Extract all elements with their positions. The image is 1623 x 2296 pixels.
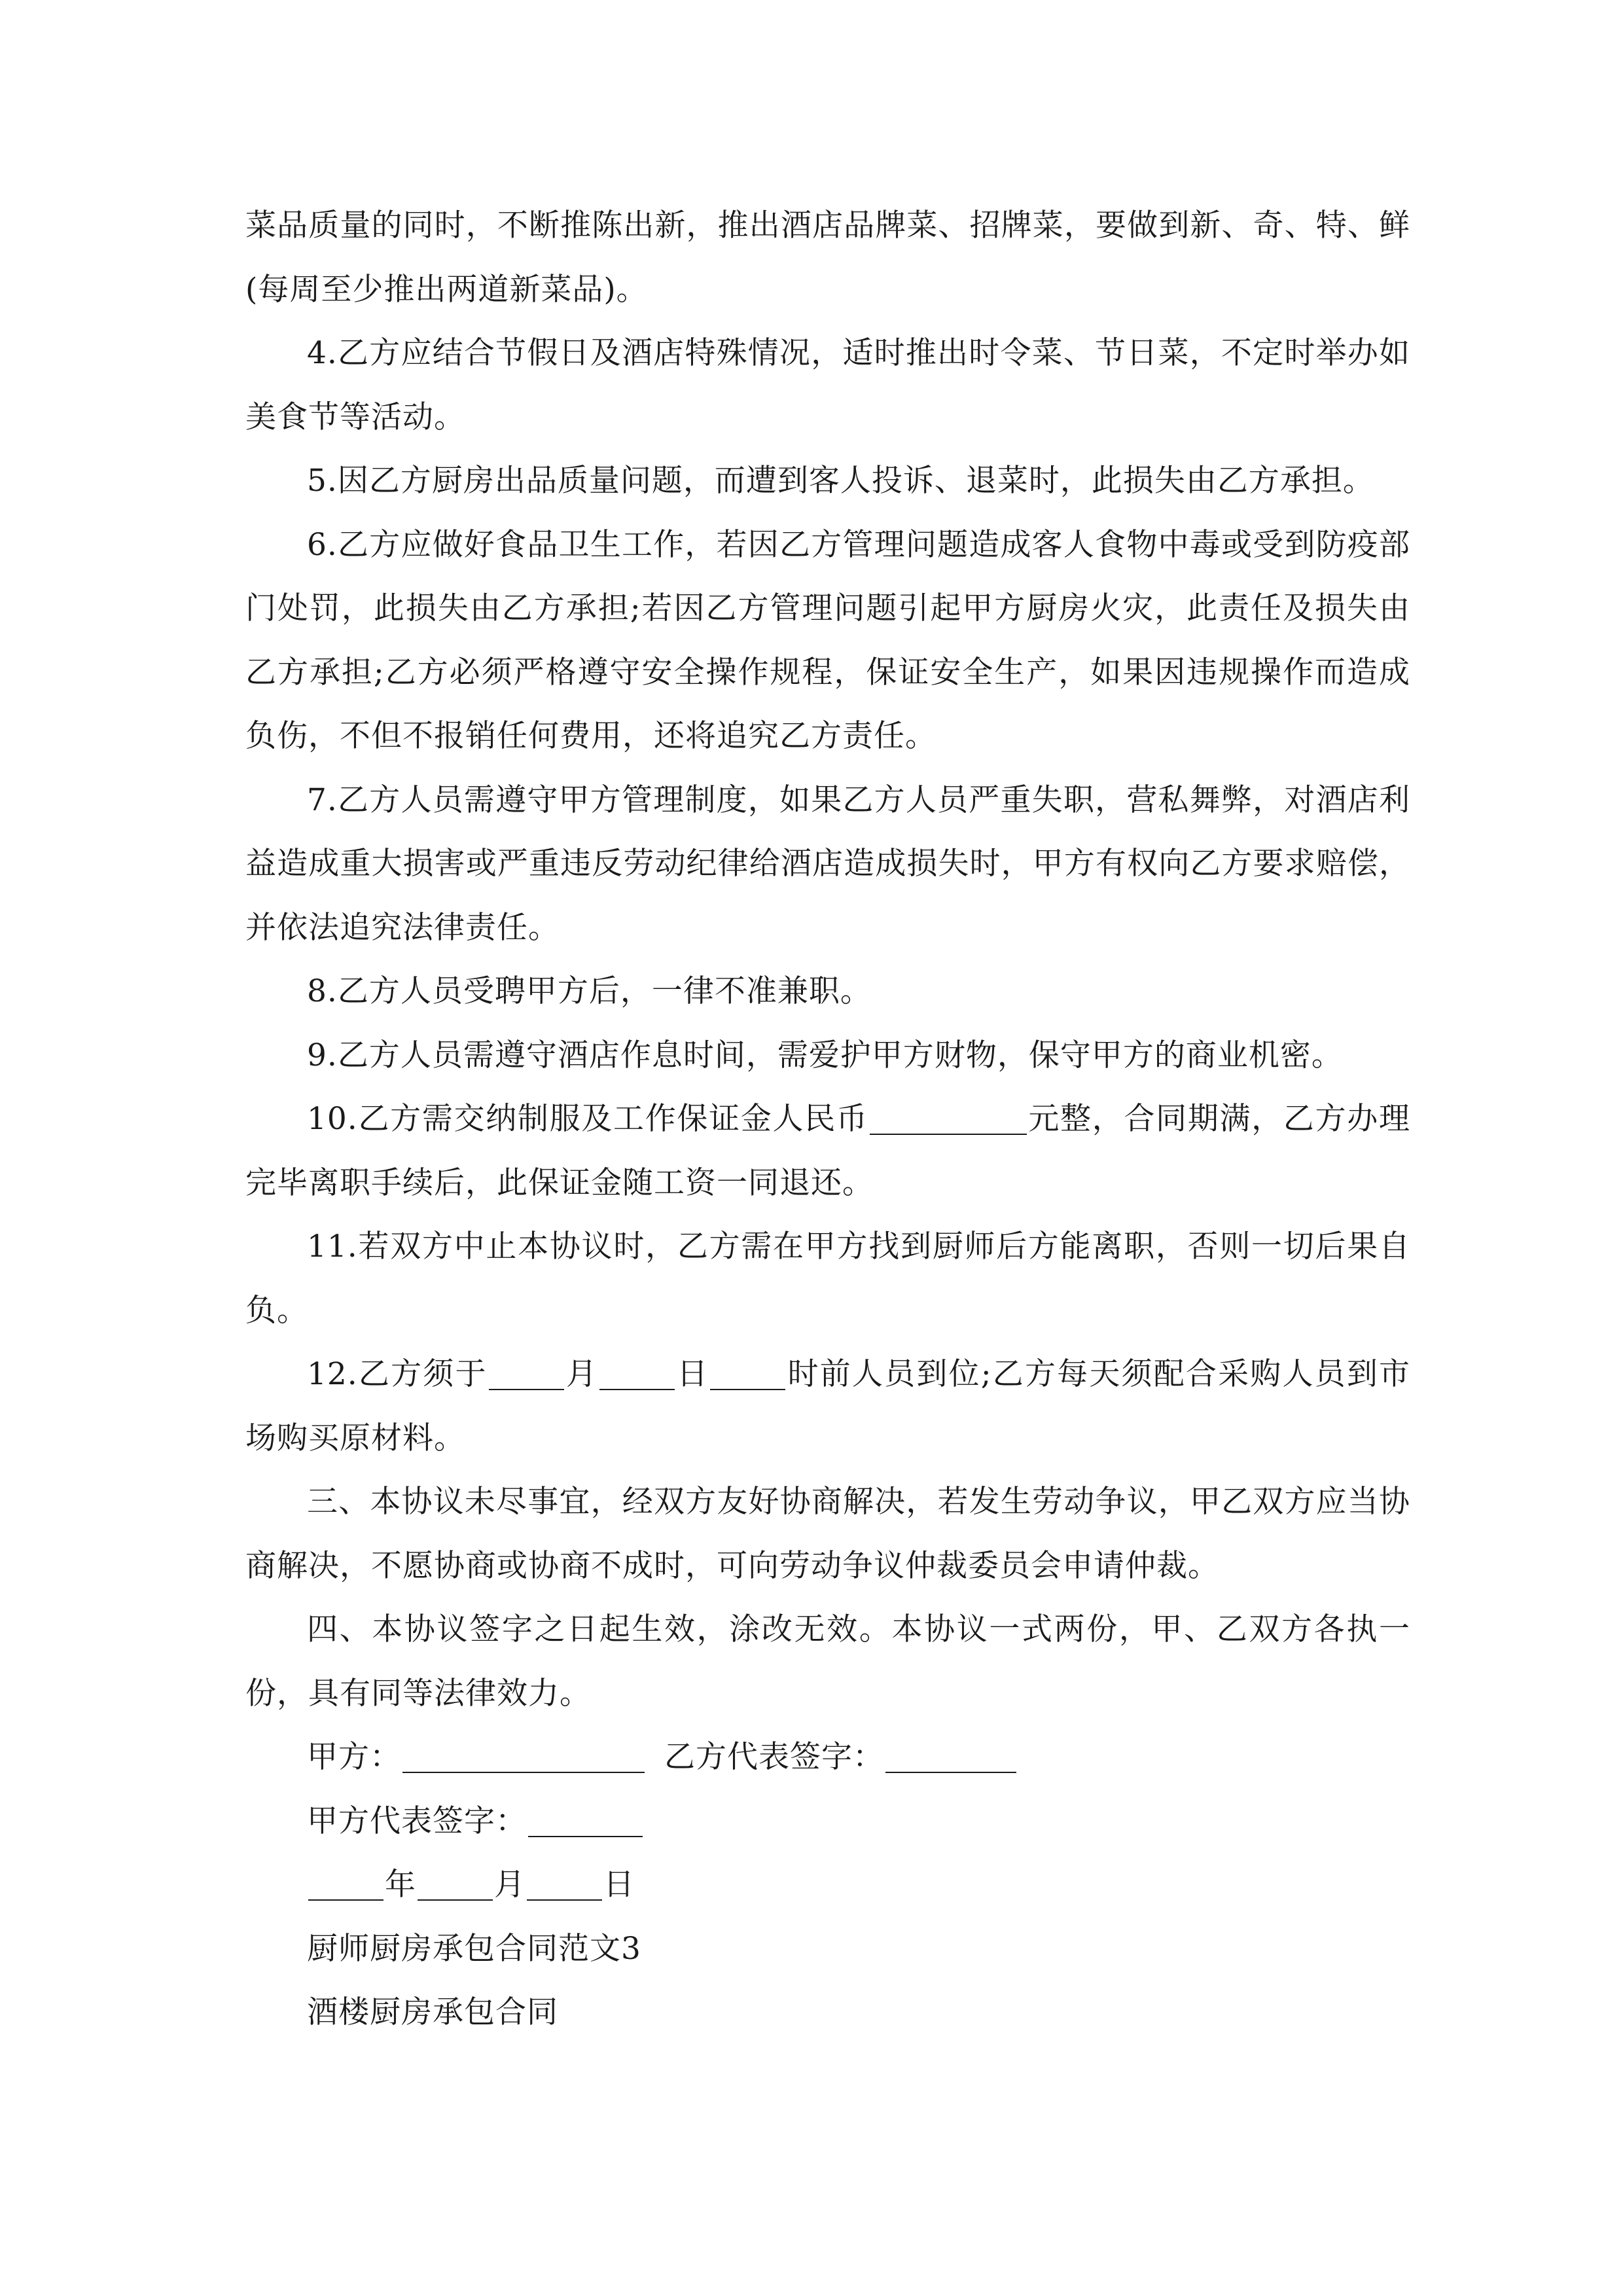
clause-11: 11.若双方中止本协议时，乙方需在甲方找到厨师后方能离职，否则一切后果自负。: [245, 1229, 1410, 1329]
next-section-title: 厨师厨房承包合同范文3: [307, 1930, 641, 1967]
section-3: 三、本协议未尽事宜，经双方友好协商解决，若发生劳动争议，甲乙双方应当协商解决，不愿协商或协商不成时，可向劳动争议仲裁委员会申请仲裁。: [245, 1484, 1410, 1584]
clause-12: [245, 1342, 1410, 1470]
date-month-blank: [418, 1867, 493, 1901]
section-4: 四、本协议签字之日起生效，涂改无效。本协议一式两份，甲、乙双方各执一份，具有同等法律效力。: [245, 1611, 1410, 1712]
clause-10-after: 元整，合同期满，乙方办理完毕离职手续后，此保证金随工资一同退还。: [245, 1101, 1411, 1201]
clause-10-before: 10.乙方需交纳制服及工作保证金人民币: [307, 1101, 868, 1137]
signature-line-1: [245, 1725, 1410, 1789]
clause-7: 7.乙方人员需遵守甲方管理制度，如果乙方人员严重失职，营私舞弊，对酒店利益造成重大损害或严重违反劳动纪律给酒店造成损失时，甲方有权向乙方要求赔偿，并依法追究法律责任。: [245, 781, 1410, 946]
date-month: 月: [494, 1867, 526, 1903]
party-b-rep-blank: [885, 1740, 1016, 1773]
clause-4: 4.乙方应结合节假日及酒店特殊情况，适时推出时令菜、节日菜，不定时举办如美食节等活动。: [245, 335, 1410, 435]
clause-5: 5.因乙方厨房出品质量问题，而遭到客人投诉、退菜时，此损失由乙方承担。: [307, 463, 1374, 499]
hour-blank: [710, 1357, 785, 1390]
clause-6: 6.乙方应做好食品卫生工作，若因乙方管理问题造成客人食物中毒或受到防疫部门处罚，此损失由乙方承担;若因乙方管理问题引起甲方厨房火灾，此责任及损失由乙方承担;乙方必须严格遵守安全操作规程，保证安全生产，如果因违规操作而造成负伤，不但不报销任何费用，还将追究乙方责任。: [245, 526, 1410, 754]
contract-body: [245, 194, 1410, 2045]
next-section-subtitle: 酒楼厨房承包合同: [307, 1994, 558, 2030]
date-day: 日: [603, 1867, 635, 1903]
party-a-blank: [402, 1740, 645, 1773]
party-a-label: 甲方：: [307, 1739, 401, 1775]
date-year: 年: [385, 1867, 416, 1903]
clause-9: 9.乙方人员需遵守酒店作息时间，需爱护甲方财物，保守甲方的商业机密。: [307, 1037, 1343, 1073]
month-blank: [489, 1357, 564, 1390]
clause-12-day: 日: [676, 1356, 709, 1392]
year-blank: [308, 1867, 383, 1901]
clause-8: 8.乙方人员受聘甲方后，一律不准兼职。: [307, 973, 872, 1009]
party-a-rep-label: 甲方代表签字：: [307, 1803, 527, 1839]
date-line: [245, 1853, 1410, 1917]
signature-line-2: [245, 1789, 1410, 1854]
paragraph-continuation: 菜品质量的同时，不断推陈出新，推出酒店品牌菜、招牌菜，要做到新、奇、特、鲜(每周至少推出两道新菜品)。: [245, 207, 1410, 308]
clause-12-tail: 时前人员到位;乙方每天须配合采购人员到市场购买原材料。: [245, 1356, 1410, 1456]
date-day-blank: [527, 1867, 602, 1901]
deposit-amount-blank: [870, 1102, 1027, 1135]
clause-12-lead: 12.乙方须于: [307, 1356, 488, 1392]
party-b-rep-label: 乙方代表签字：: [664, 1739, 884, 1775]
day-blank: [599, 1357, 675, 1390]
clause-12-month: 月: [565, 1356, 599, 1392]
clause-10: [245, 1087, 1410, 1215]
party-a-rep-blank: [528, 1804, 643, 1837]
